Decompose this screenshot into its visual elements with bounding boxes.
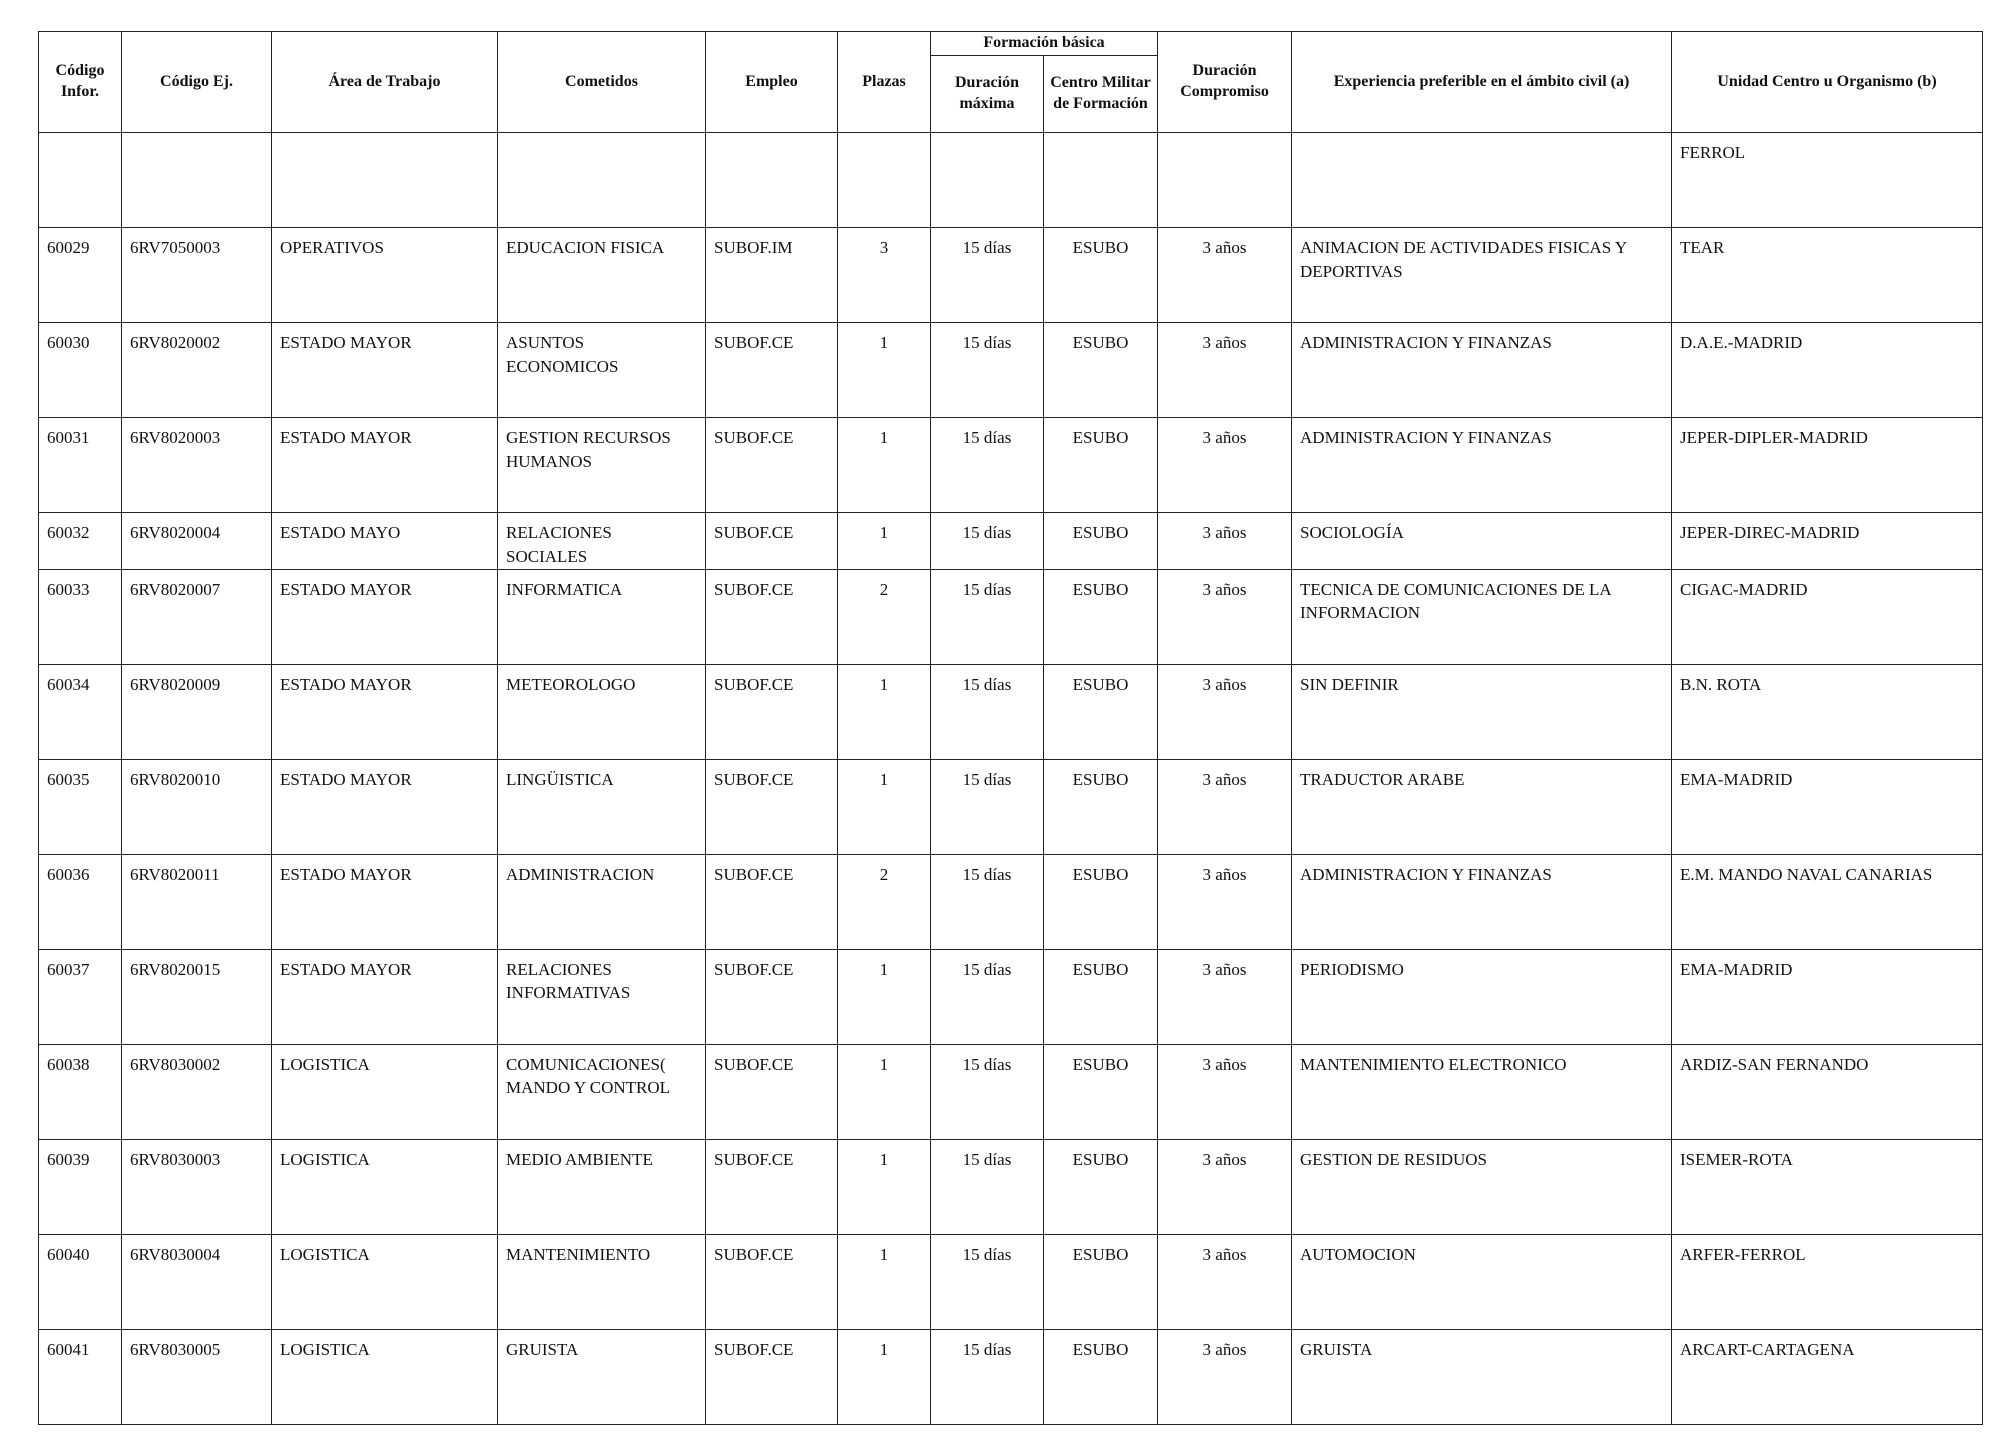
- cell-unidad: JEPER-DIPLER-MADRID: [1672, 418, 1983, 513]
- cell-centro: ESUBO: [1044, 949, 1158, 1044]
- cell-empleo: SUBOF.CE: [706, 1329, 838, 1424]
- cell-duracion: 15 días: [931, 664, 1044, 759]
- cell-empleo: [706, 133, 838, 228]
- cell-compromiso: 3 años: [1158, 1044, 1292, 1139]
- table-row: [39, 664, 1983, 759]
- header-codigo-ej: Código Ej.: [122, 32, 272, 133]
- cell-codigo-infor: [39, 133, 122, 228]
- cell-compromiso: 3 años: [1158, 1234, 1292, 1329]
- header-formacion-basica: Formación básica: [931, 32, 1158, 56]
- table-row: [39, 1234, 1983, 1329]
- cell-duracion: 15 días: [931, 949, 1044, 1044]
- cell-compromiso: 3 años: [1158, 759, 1292, 854]
- cell-codigo-infor: 60034: [39, 664, 122, 759]
- cell-compromiso: 3 años: [1158, 323, 1292, 418]
- cell-empleo: SUBOF.CE: [706, 664, 838, 759]
- cell-compromiso: 3 años: [1158, 513, 1292, 570]
- cell-plazas: 1: [838, 1234, 931, 1329]
- cell-cometidos: ASUNTOS ECONOMICOS: [498, 323, 706, 418]
- cell-experiencia: ANIMACION DE ACTIVIDADES FISICAS Y DEPORTIVAS: [1292, 228, 1672, 323]
- cell-cometidos: [498, 133, 706, 228]
- cell-codigo-ej: 6RV8020009: [122, 664, 272, 759]
- cell-empleo: SUBOF.CE: [706, 323, 838, 418]
- cell-area: ESTADO MAYOR: [272, 854, 498, 949]
- cell-codigo-ej: 6RV8030004: [122, 1234, 272, 1329]
- cell-plazas: 2: [838, 854, 931, 949]
- cell-compromiso: [1158, 133, 1292, 228]
- cell-area: OPERATIVOS: [272, 228, 498, 323]
- table-row: [39, 133, 1983, 228]
- cell-cometidos: METEOROLOGO: [498, 664, 706, 759]
- cell-plazas: 1: [838, 664, 931, 759]
- cell-centro: ESUBO: [1044, 513, 1158, 570]
- cell-cometidos: RELACIONES SOCIALES: [498, 513, 706, 570]
- table-body: [39, 133, 1983, 1425]
- cell-codigo-ej: 6RV8020003: [122, 418, 272, 513]
- cell-cometidos: GESTION RECURSOS HUMANOS: [498, 418, 706, 513]
- cell-area: LOGISTICA: [272, 1044, 498, 1139]
- cell-centro: ESUBO: [1044, 418, 1158, 513]
- cell-cometidos: INFORMATICA: [498, 569, 706, 664]
- cell-area: ESTADO MAYOR: [272, 759, 498, 854]
- header-duracion-compromiso: Duración Compromiso: [1158, 32, 1292, 133]
- cell-centro: ESUBO: [1044, 854, 1158, 949]
- cell-area: ESTADO MAYOR: [272, 949, 498, 1044]
- cell-duracion: [931, 133, 1044, 228]
- cell-area: ESTADO MAYOR: [272, 418, 498, 513]
- cell-centro: ESUBO: [1044, 323, 1158, 418]
- cell-duracion: 15 días: [931, 418, 1044, 513]
- cell-codigo-infor: 60033: [39, 569, 122, 664]
- cell-plazas: 2: [838, 569, 931, 664]
- cell-cometidos: GRUISTA: [498, 1329, 706, 1424]
- cell-duracion: 15 días: [931, 228, 1044, 323]
- cell-cometidos: EDUCACION FISICA: [498, 228, 706, 323]
- cell-empleo: SUBOF.CE: [706, 1044, 838, 1139]
- cell-codigo-infor: 60038: [39, 1044, 122, 1139]
- cell-plazas: 1: [838, 1139, 931, 1234]
- table-row: [39, 1044, 1983, 1139]
- cell-area: LOGISTICA: [272, 1139, 498, 1234]
- cell-duracion: 15 días: [931, 1139, 1044, 1234]
- cell-codigo-infor: 60037: [39, 949, 122, 1044]
- cell-experiencia: TRADUCTOR ARABE: [1292, 759, 1672, 854]
- header-area-trabajo: Área de Trabajo: [272, 32, 498, 133]
- cell-codigo-ej: 6RV8020004: [122, 513, 272, 570]
- header-duracion-maxima: Duración máxima: [931, 55, 1044, 132]
- cell-plazas: [838, 133, 931, 228]
- cell-codigo-infor: 60036: [39, 854, 122, 949]
- cell-compromiso: 3 años: [1158, 1329, 1292, 1424]
- cell-unidad: TEAR: [1672, 228, 1983, 323]
- cell-compromiso: 3 años: [1158, 854, 1292, 949]
- table-row: [39, 418, 1983, 513]
- cell-duracion: 15 días: [931, 513, 1044, 570]
- cell-plazas: 1: [838, 759, 931, 854]
- cell-compromiso: 3 años: [1158, 1139, 1292, 1234]
- cell-experiencia: MANTENIMIENTO ELECTRONICO: [1292, 1044, 1672, 1139]
- header-experiencia: Experiencia preferible en el ámbito civil (a): [1292, 32, 1672, 133]
- cell-codigo-ej: 6RV7050003: [122, 228, 272, 323]
- cell-duracion: 15 días: [931, 759, 1044, 854]
- cell-unidad: FERROL: [1672, 133, 1983, 228]
- cell-empleo: SUBOF.IM: [706, 228, 838, 323]
- cell-centro: ESUBO: [1044, 1234, 1158, 1329]
- cell-duracion: 15 días: [931, 323, 1044, 418]
- table-row: [39, 854, 1983, 949]
- cell-experiencia: GRUISTA: [1292, 1329, 1672, 1424]
- cell-plazas: 1: [838, 323, 931, 418]
- cell-empleo: SUBOF.CE: [706, 418, 838, 513]
- cell-area: ESTADO MAYOR: [272, 664, 498, 759]
- table-row: [39, 228, 1983, 323]
- cell-experiencia: ADMINISTRACION Y FINANZAS: [1292, 418, 1672, 513]
- table-row: [39, 513, 1983, 570]
- vacancies-table: [38, 31, 1983, 1425]
- cell-codigo-infor: 60032: [39, 513, 122, 570]
- cell-experiencia: SIN DEFINIR: [1292, 664, 1672, 759]
- table-row: [39, 569, 1983, 664]
- cell-empleo: SUBOF.CE: [706, 949, 838, 1044]
- table-row: [39, 1329, 1983, 1424]
- cell-codigo-ej: 6RV8020015: [122, 949, 272, 1044]
- cell-cometidos: MANTENIMIENTO: [498, 1234, 706, 1329]
- cell-centro: ESUBO: [1044, 1139, 1158, 1234]
- cell-experiencia: GESTION DE RESIDUOS: [1292, 1139, 1672, 1234]
- cell-plazas: 1: [838, 1329, 931, 1424]
- cell-centro: ESUBO: [1044, 759, 1158, 854]
- table-row: [39, 323, 1983, 418]
- cell-centro: [1044, 133, 1158, 228]
- cell-experiencia: PERIODISMO: [1292, 949, 1672, 1044]
- cell-duracion: 15 días: [931, 1234, 1044, 1329]
- cell-codigo-ej: 6RV8020002: [122, 323, 272, 418]
- cell-area: [272, 133, 498, 228]
- cell-unidad: B.N. ROTA: [1672, 664, 1983, 759]
- header-plazas: Plazas: [838, 32, 931, 133]
- cell-area: LOGISTICA: [272, 1329, 498, 1424]
- cell-codigo-infor: 60031: [39, 418, 122, 513]
- cell-codigo-infor: 60040: [39, 1234, 122, 1329]
- cell-unidad: ARCART-CARTAGENA: [1672, 1329, 1983, 1424]
- cell-plazas: 3: [838, 228, 931, 323]
- cell-centro: ESUBO: [1044, 664, 1158, 759]
- cell-experiencia: [1292, 133, 1672, 228]
- cell-unidad: ARDIZ-SAN FERNANDO: [1672, 1044, 1983, 1139]
- cell-cometidos: MEDIO AMBIENTE: [498, 1139, 706, 1234]
- cell-compromiso: 3 años: [1158, 569, 1292, 664]
- cell-codigo-ej: 6RV8020007: [122, 569, 272, 664]
- cell-compromiso: 3 años: [1158, 949, 1292, 1044]
- table-row: [39, 759, 1983, 854]
- cell-experiencia: ADMINISTRACION Y FINANZAS: [1292, 323, 1672, 418]
- header-empleo: Empleo: [706, 32, 838, 133]
- cell-area: ESTADO MAYO: [272, 513, 498, 570]
- cell-unidad: EMA-MADRID: [1672, 949, 1983, 1044]
- cell-empleo: SUBOF.CE: [706, 854, 838, 949]
- cell-cometidos: ADMINISTRACION: [498, 854, 706, 949]
- cell-codigo-infor: 60030: [39, 323, 122, 418]
- cell-codigo-infor: 60039: [39, 1139, 122, 1234]
- table-row: [39, 1139, 1983, 1234]
- cell-duracion: 15 días: [931, 854, 1044, 949]
- cell-unidad: ARFER-FERROL: [1672, 1234, 1983, 1329]
- cell-codigo-ej: 6RV8020011: [122, 854, 272, 949]
- cell-cometidos: COMUNICACIONES( MANDO Y CONTROL: [498, 1044, 706, 1139]
- cell-duracion: 15 días: [931, 1044, 1044, 1139]
- cell-unidad: EMA-MADRID: [1672, 759, 1983, 854]
- cell-unidad: ISEMER-ROTA: [1672, 1139, 1983, 1234]
- cell-empleo: SUBOF.CE: [706, 1234, 838, 1329]
- cell-empleo: SUBOF.CE: [706, 513, 838, 570]
- header-codigo-infor: Código Infor.: [39, 32, 122, 133]
- cell-unidad: D.A.E.-MADRID: [1672, 323, 1983, 418]
- cell-codigo-ej: 6RV8020010: [122, 759, 272, 854]
- cell-cometidos: RELACIONES INFORMATIVAS: [498, 949, 706, 1044]
- header-cometidos: Cometidos: [498, 32, 706, 133]
- cell-codigo-infor: 60041: [39, 1329, 122, 1424]
- cell-experiencia: SOCIOLOGÍA: [1292, 513, 1672, 570]
- cell-centro: ESUBO: [1044, 569, 1158, 664]
- cell-plazas: 1: [838, 949, 931, 1044]
- cell-plazas: 1: [838, 1044, 931, 1139]
- header-centro-militar: Centro Militar de Formación: [1044, 55, 1158, 132]
- cell-unidad: E.M. MANDO NAVAL CANARIAS: [1672, 854, 1983, 949]
- table-row: [39, 949, 1983, 1044]
- cell-empleo: SUBOF.CE: [706, 1139, 838, 1234]
- cell-experiencia: TECNICA DE COMUNICACIONES DE LA INFORMACION: [1292, 569, 1672, 664]
- header-unidad: Unidad Centro u Organismo (b): [1672, 32, 1983, 133]
- cell-centro: ESUBO: [1044, 1329, 1158, 1424]
- cell-area: ESTADO MAYOR: [272, 323, 498, 418]
- cell-duracion: 15 días: [931, 1329, 1044, 1424]
- cell-plazas: 1: [838, 418, 931, 513]
- cell-codigo-ej: 6RV8030003: [122, 1139, 272, 1234]
- cell-empleo: SUBOF.CE: [706, 759, 838, 854]
- cell-compromiso: 3 años: [1158, 228, 1292, 323]
- cell-compromiso: 3 años: [1158, 664, 1292, 759]
- cell-empleo: SUBOF.CE: [706, 569, 838, 664]
- cell-codigo-ej: 6RV8030002: [122, 1044, 272, 1139]
- cell-area: LOGISTICA: [272, 1234, 498, 1329]
- cell-codigo-ej: 6RV8030005: [122, 1329, 272, 1424]
- cell-duracion: 15 días: [931, 569, 1044, 664]
- cell-unidad: JEPER-DIREC-MADRID: [1672, 513, 1983, 570]
- cell-area: ESTADO MAYOR: [272, 569, 498, 664]
- cell-compromiso: 3 años: [1158, 418, 1292, 513]
- cell-experiencia: ADMINISTRACION Y FINANZAS: [1292, 854, 1672, 949]
- cell-codigo-infor: 60029: [39, 228, 122, 323]
- table-header: [39, 32, 1983, 133]
- cell-plazas: 1: [838, 513, 931, 570]
- cell-unidad: CIGAC-MADRID: [1672, 569, 1983, 664]
- cell-centro: ESUBO: [1044, 228, 1158, 323]
- cell-codigo-ej: [122, 133, 272, 228]
- cell-centro: ESUBO: [1044, 1044, 1158, 1139]
- cell-experiencia: AUTOMOCION: [1292, 1234, 1672, 1329]
- cell-codigo-infor: 60035: [39, 759, 122, 854]
- cell-cometidos: LINGÜISTICA: [498, 759, 706, 854]
